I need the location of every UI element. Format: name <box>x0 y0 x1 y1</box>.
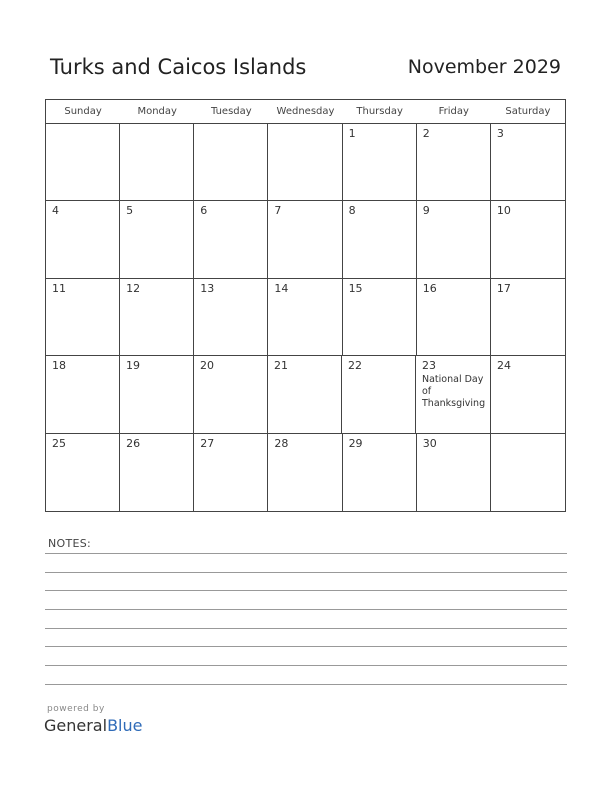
weekday-sunday: Sunday <box>64 106 102 117</box>
calendar-week <box>46 201 565 278</box>
calendar-grid <box>45 99 566 512</box>
day-cell <box>342 356 416 432</box>
calendar-week <box>46 434 565 511</box>
day-number: 16 <box>422 281 437 295</box>
day-cell <box>417 279 491 355</box>
day-number: 23 <box>422 359 436 373</box>
day-number: 1 <box>348 127 356 140</box>
day-number: 13 <box>200 281 215 295</box>
day-cell <box>194 279 268 355</box>
note-line <box>45 684 567 685</box>
calendar-week <box>46 279 565 356</box>
notes-label: NOTES: <box>48 537 92 550</box>
day-number: 3 <box>496 127 504 140</box>
day-cell <box>46 124 120 200</box>
brand-logo[interactable] <box>44 716 142 735</box>
day-cell <box>268 434 342 511</box>
day-number: 27 <box>200 436 215 450</box>
calendar-week <box>46 356 565 433</box>
day-cell <box>491 356 565 432</box>
day-number: 20 <box>200 359 214 373</box>
day-number: 17 <box>496 281 511 295</box>
brand-blue: Blue <box>107 716 143 735</box>
day-cell <box>46 434 120 511</box>
day-cell <box>416 356 491 432</box>
day-cell <box>46 356 120 432</box>
day-cell <box>268 124 342 200</box>
day-number: 24 <box>497 359 511 373</box>
day-number: 25 <box>52 436 66 450</box>
weekday-header-row <box>46 100 565 124</box>
day-cell <box>120 124 194 200</box>
day-number: 26 <box>126 436 141 450</box>
day-cell <box>343 279 417 355</box>
day-cell <box>417 434 491 511</box>
day-number: 6 <box>200 204 208 218</box>
day-number: 29 <box>348 436 363 450</box>
note-line <box>45 628 567 629</box>
day-number: 22 <box>348 359 362 373</box>
day-number: 10 <box>496 204 511 218</box>
day-cell <box>120 279 194 355</box>
day-number: 12 <box>126 281 141 295</box>
note-line <box>45 553 567 554</box>
brand-general: General <box>44 716 108 735</box>
note-line <box>45 665 567 666</box>
day-cell <box>491 279 565 355</box>
day-number: 9 <box>422 204 430 218</box>
weekday-wednesday: Wednesday <box>276 106 335 117</box>
day-number: 28 <box>274 436 289 450</box>
calendar-week <box>46 124 565 201</box>
day-cell <box>268 356 342 432</box>
day-cell <box>194 124 268 200</box>
day-number: 19 <box>126 359 140 373</box>
day-cell <box>268 201 342 277</box>
day-cell <box>491 124 565 200</box>
day-number: 2 <box>422 127 430 140</box>
day-cell <box>491 201 565 277</box>
day-cell <box>120 356 194 432</box>
day-number: 7 <box>274 204 282 218</box>
day-cell <box>268 279 342 355</box>
day-number: 14 <box>274 281 289 295</box>
day-number: 30 <box>422 436 437 450</box>
note-line <box>45 609 567 610</box>
day-number: 15 <box>348 281 363 295</box>
calendar-title: Turks and Caicos Islands <box>50 55 307 79</box>
holiday-label: National Day of Thanksgiving <box>422 374 486 410</box>
day-cell <box>343 201 417 277</box>
day-cell <box>417 124 491 200</box>
day-number: 5 <box>126 204 134 218</box>
day-number: 8 <box>348 204 356 218</box>
day-cell <box>491 434 565 511</box>
weekday-tuesday: Tuesday <box>211 106 252 117</box>
day-cell <box>417 201 491 277</box>
powered-by-text: powered by <box>47 704 105 714</box>
day-cell <box>194 201 268 277</box>
day-number: 18 <box>52 359 66 373</box>
day-cell <box>194 434 268 511</box>
day-cell <box>343 124 417 200</box>
weekday-friday: Friday <box>438 106 469 117</box>
day-cell <box>120 434 194 511</box>
day-number: 4 <box>52 204 59 218</box>
day-cell <box>343 434 417 511</box>
weekday-saturday: Saturday <box>505 106 551 117</box>
weekday-thursday: Thursday <box>356 106 403 117</box>
day-cell <box>46 279 120 355</box>
note-line <box>45 590 567 591</box>
weekday-monday: Monday <box>137 106 177 117</box>
day-cell <box>194 356 268 432</box>
day-cell <box>120 201 194 277</box>
day-number: 21 <box>274 359 288 373</box>
day-cell <box>46 201 120 277</box>
calendar-month: November 2029 <box>407 56 561 78</box>
note-line <box>45 646 567 647</box>
note-line <box>45 572 567 573</box>
calendar-weeks <box>46 124 565 511</box>
day-number: 11 <box>52 281 66 295</box>
